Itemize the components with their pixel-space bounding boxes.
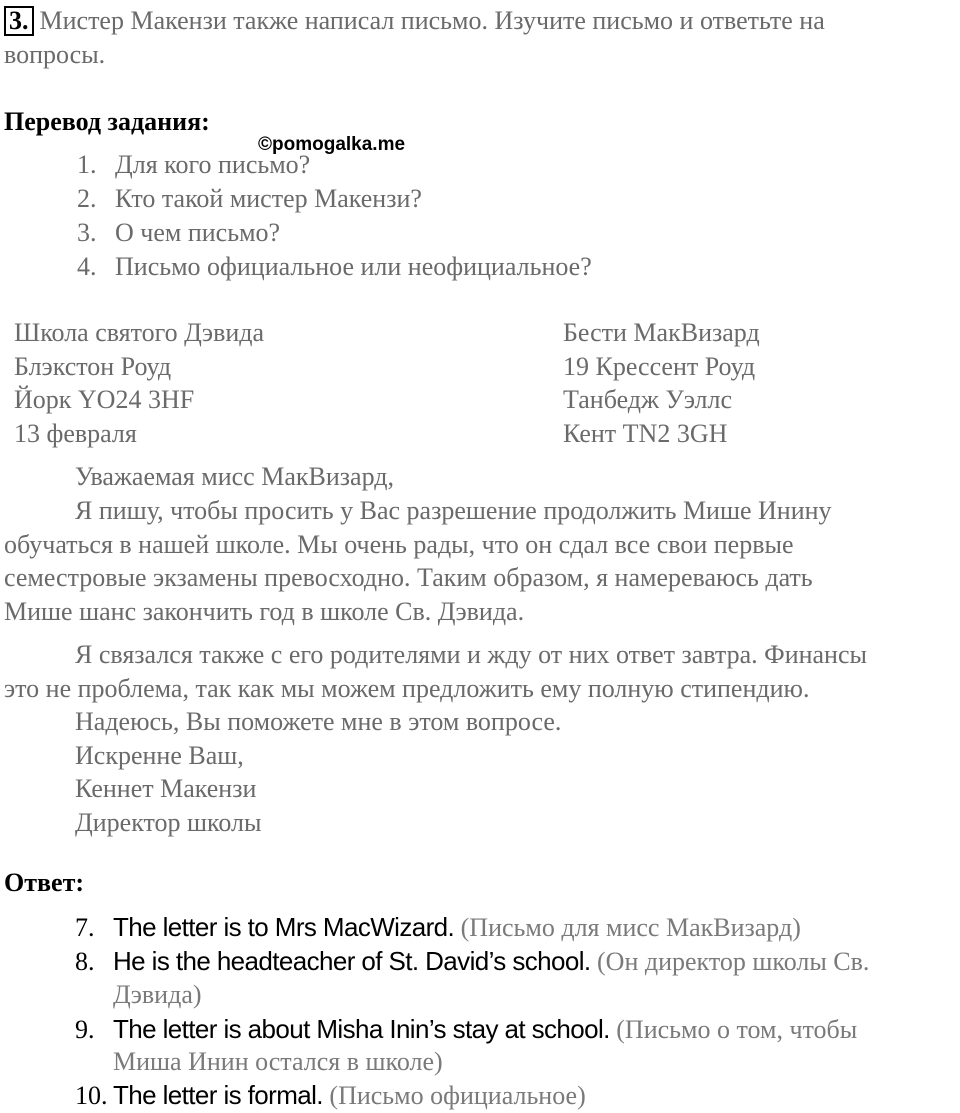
task-text-line1: Мистер Макензи также написал письмо. Изучите письмо и ответьте на — [39, 6, 825, 35]
answer-translation-cont: Миша Инин остался в школе) — [113, 1047, 443, 1076]
recipient-address-line: Бести МакВизард — [563, 318, 760, 347]
answer-translation: (Письмо для мисс МакВизард) — [454, 913, 801, 942]
sender-address-line: Блэкстон Роуд — [14, 351, 172, 381]
question-item — [77, 250, 592, 284]
question-number: 4. — [77, 252, 97, 281]
answer-english: He is the headteacher of St. David’s school. — [113, 946, 591, 976]
answer-translation: (Письмо официальное) — [322, 1081, 586, 1110]
sender-address-line: Йорк YO24 3HF — [14, 385, 195, 414]
answer-translation-cont: Дэвида) — [113, 980, 202, 1009]
paragraph-line: это не проблема, так как мы можем предложить ему полную стипендию. — [4, 673, 810, 703]
recipient-address-line: 19 Крессент Роуд — [563, 351, 756, 381]
letter-paragraph-1 — [4, 494, 959, 628]
answer-item — [75, 945, 955, 978]
task-text-line2: вопросы. — [4, 40, 106, 69]
answer-item — [75, 911, 955, 944]
sender-address — [14, 316, 264, 450]
letter-paragraph-2 — [4, 638, 959, 705]
answer-item — [75, 1079, 955, 1112]
letter-date: 13 февраля — [14, 418, 137, 448]
recipient-address-line: Танбедж Уэллс — [563, 385, 733, 414]
answer-item — [75, 1013, 955, 1046]
answer-translation: (Он директор школы Св. — [590, 947, 870, 976]
closing-line: Надеюсь, Вы поможете мне в этом вопросе. — [75, 707, 562, 736]
answer-number: 7. — [75, 913, 95, 942]
answer-number: 10. — [75, 1081, 108, 1110]
answer-english: The letter is formal. — [113, 1080, 323, 1110]
recipient-address-line: Кент TN2 3GH — [563, 418, 728, 448]
answer-english: The letter is about Misha Inin’s stay at school. — [113, 1014, 610, 1044]
sender-address-line: Школа святого Дэвида — [14, 318, 265, 347]
answer-number: 8. — [75, 947, 95, 976]
recipient-address — [563, 316, 760, 450]
task-number: 3. — [4, 6, 34, 36]
question-text: Для кого письмо? — [115, 150, 311, 179]
question-text: Письмо официальное или неофициальное? — [115, 252, 592, 281]
answer-heading: Ответ: — [4, 868, 85, 897]
question-number: 2. — [77, 184, 97, 213]
translation-heading: Перевод задания: — [4, 107, 210, 136]
paragraph-line: обучаться в нашей школе. Мы очень рады, что он сдал все свои первые — [4, 529, 794, 559]
question-item — [77, 182, 422, 216]
question-text: О чем письмо? — [115, 218, 281, 247]
closing-line: Искренне Ваш, — [75, 740, 244, 770]
answer-english: The letter is to Mrs MacWizard. — [113, 912, 455, 942]
paragraph-line: семестровые экзамены превосходно. Таким образом, я намереваюсь дать — [4, 563, 813, 592]
paragraph-line: Я пишу, чтобы просить у Вас разрешение продолжить Мише Инину — [75, 496, 832, 525]
signature-title: Директор школы — [75, 807, 262, 837]
question-text: Кто такой мистер Макензи? — [115, 184, 422, 213]
letter-greeting: Уважаемая мисс МакВизард, — [75, 462, 394, 491]
paragraph-line: Мише шанс закончить год в школе Св. Дэвида. — [4, 596, 525, 626]
question-item — [77, 216, 280, 250]
watermark: ©pomogalka.me — [258, 134, 406, 155]
signature-name: Кеннет Макензи — [75, 774, 257, 803]
question-number: 1. — [77, 150, 97, 179]
answer-number: 9. — [75, 1015, 95, 1044]
letter-closing — [75, 705, 561, 839]
paragraph-line: Я связался также с его родителями и жду от них ответ завтра. Финансы — [75, 640, 867, 669]
question-item — [77, 148, 310, 182]
task-statement — [4, 4, 954, 38]
question-number: 3. — [77, 218, 97, 247]
answer-translation: (Письмо о том, чтобы — [609, 1015, 858, 1044]
